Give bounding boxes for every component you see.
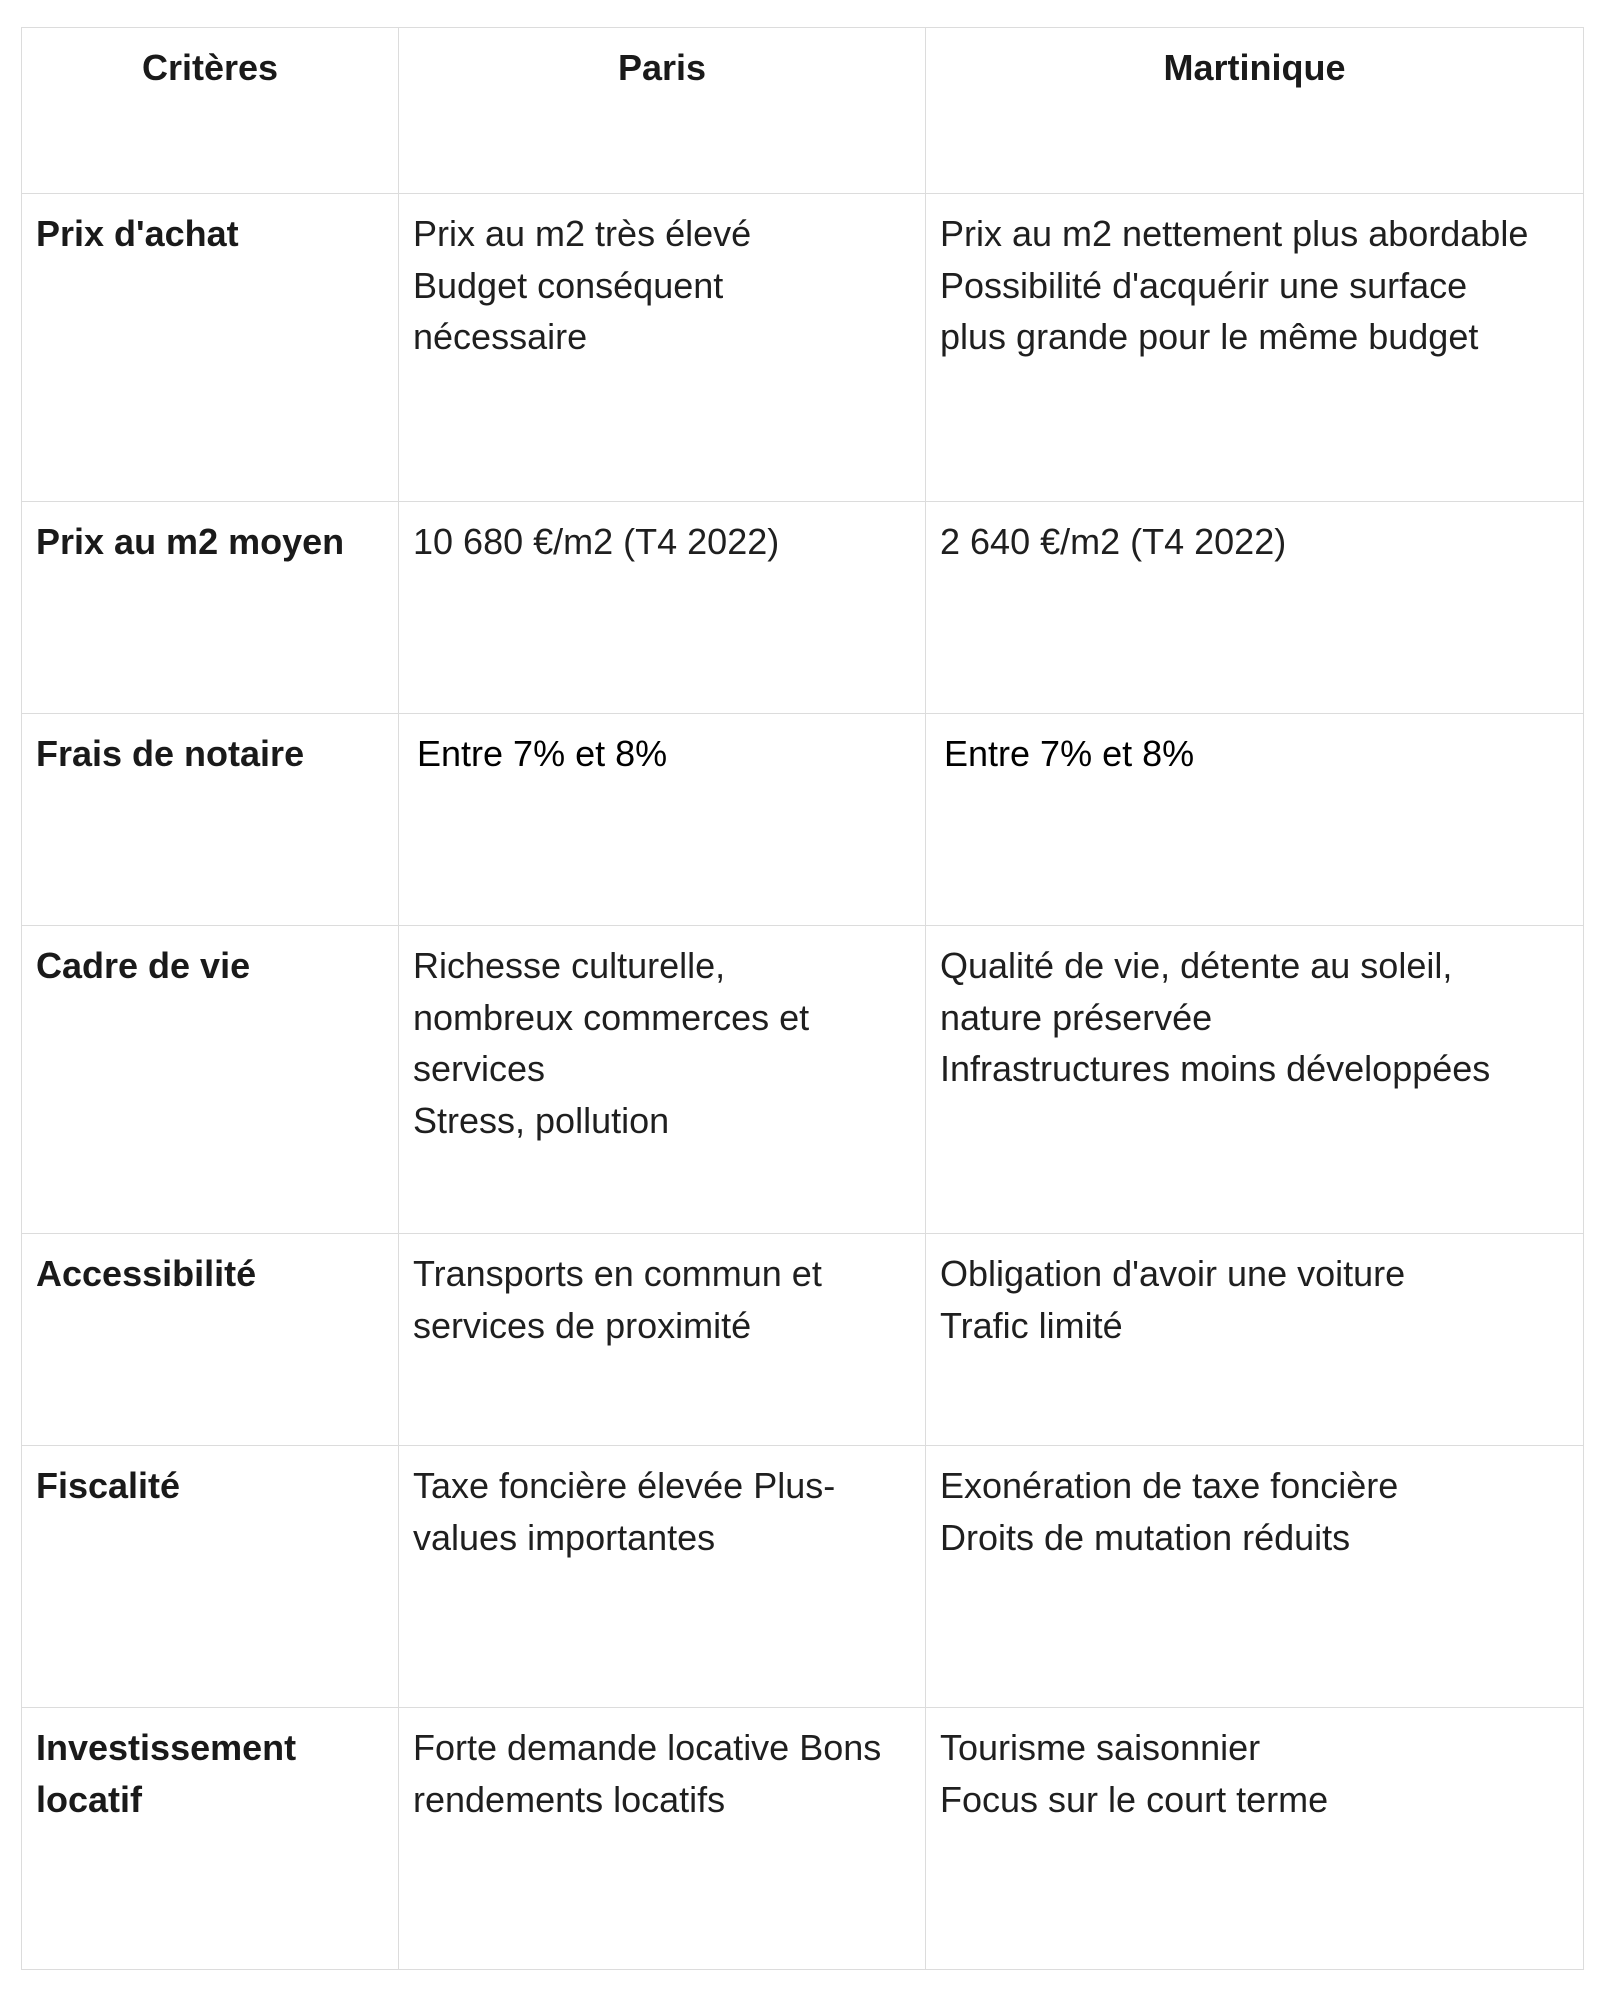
cell-line: Obligation d'avoir une voiture bbox=[940, 1253, 1406, 1294]
paris-cell bbox=[399, 1708, 926, 1970]
cell-line: Trafic limité bbox=[940, 1304, 1123, 1346]
cell-line: 10 680 €/m2 (T4 2022) bbox=[413, 521, 780, 562]
criterion-line: locatif bbox=[36, 1778, 143, 1820]
cell-line: Droits de mutation réduits bbox=[940, 1516, 1351, 1558]
paris-cell bbox=[399, 1446, 926, 1708]
martinique-cell bbox=[926, 1446, 1584, 1708]
cell-line: nécessaire bbox=[413, 316, 588, 357]
row-criterion bbox=[22, 926, 399, 1234]
cell-line: plus grande pour le même budget bbox=[940, 316, 1479, 357]
cell-line: Tourisme saisonnier bbox=[940, 1727, 1261, 1768]
criterion-line: Accessibilité bbox=[36, 1253, 257, 1294]
criterion-line: Cadre de vie bbox=[36, 945, 251, 986]
martinique-cell bbox=[926, 714, 1584, 926]
table-row bbox=[22, 1234, 1584, 1446]
cell-line: Stress, pollution bbox=[413, 1099, 670, 1141]
table-row bbox=[22, 194, 1584, 502]
row-criterion bbox=[22, 1446, 399, 1708]
paris-cell bbox=[399, 194, 926, 502]
table-row bbox=[22, 926, 1584, 1234]
cell-line: services bbox=[413, 1048, 546, 1089]
cell-line: Exonération de taxe foncière bbox=[940, 1465, 1399, 1506]
header-paris: Paris bbox=[399, 28, 926, 194]
paris-cell bbox=[399, 1234, 926, 1446]
comparison-table bbox=[21, 27, 1584, 1970]
paris-cell bbox=[399, 714, 926, 926]
cell-line: Focus sur le court terme bbox=[940, 1778, 1329, 1820]
cell-line: Richesse culturelle, bbox=[413, 945, 726, 986]
martinique-cell bbox=[926, 194, 1584, 502]
row-criterion bbox=[22, 1234, 399, 1446]
header-criteria: Critères bbox=[22, 28, 399, 194]
row-criterion bbox=[22, 502, 399, 714]
table-row bbox=[22, 714, 1584, 926]
row-criterion bbox=[22, 714, 399, 926]
paris-cell bbox=[399, 926, 926, 1234]
table-header-row bbox=[22, 28, 1584, 194]
criterion-line: Frais de notaire bbox=[36, 733, 305, 774]
cell-line: nombreux commerces et bbox=[413, 996, 810, 1038]
header-martinique: Martinique bbox=[926, 28, 1584, 194]
table-row bbox=[22, 1708, 1584, 1970]
cell-line: Qualité de vie, détente au soleil, bbox=[940, 945, 1453, 986]
criterion-line: Prix au m2 moyen bbox=[36, 521, 345, 562]
cell-line: Infrastructures moins développées bbox=[940, 1048, 1491, 1089]
cell-line: Entre 7% et 8% bbox=[417, 733, 668, 774]
martinique-cell bbox=[926, 926, 1584, 1234]
cell-line: Forte demande locative Bons bbox=[413, 1727, 882, 1768]
martinique-cell bbox=[926, 502, 1584, 714]
cell-line: rendements locatifs bbox=[413, 1778, 726, 1820]
criterion-line: Investissement bbox=[36, 1727, 297, 1768]
table-row bbox=[22, 1446, 1584, 1708]
cell-line: Entre 7% et 8% bbox=[944, 733, 1195, 774]
criterion-line: Prix d'achat bbox=[36, 213, 239, 254]
cell-line: nature préservée bbox=[940, 996, 1213, 1038]
cell-line: Budget conséquent bbox=[413, 264, 724, 306]
row-criterion bbox=[22, 1708, 399, 1970]
cell-line: Prix au m2 nettement plus abordable bbox=[940, 213, 1529, 254]
row-criterion bbox=[22, 194, 399, 502]
cell-line: services de proximité bbox=[413, 1304, 752, 1346]
comparison-table-container bbox=[21, 27, 1583, 1970]
martinique-cell bbox=[926, 1708, 1584, 1970]
cell-line: Possibilité d'acquérir une surface bbox=[940, 264, 1468, 306]
cell-line: values importantes bbox=[413, 1516, 716, 1558]
martinique-cell bbox=[926, 1234, 1584, 1446]
paris-cell bbox=[399, 502, 926, 714]
table-row bbox=[22, 502, 1584, 714]
cell-line: Prix au m2 très élevé bbox=[413, 213, 752, 254]
cell-line: 2 640 €/m2 (T4 2022) bbox=[940, 521, 1287, 562]
criterion-line: Fiscalité bbox=[36, 1465, 181, 1506]
cell-line: Transports en commun et bbox=[413, 1253, 822, 1294]
cell-line: Taxe foncière élevée Plus- bbox=[413, 1465, 836, 1506]
